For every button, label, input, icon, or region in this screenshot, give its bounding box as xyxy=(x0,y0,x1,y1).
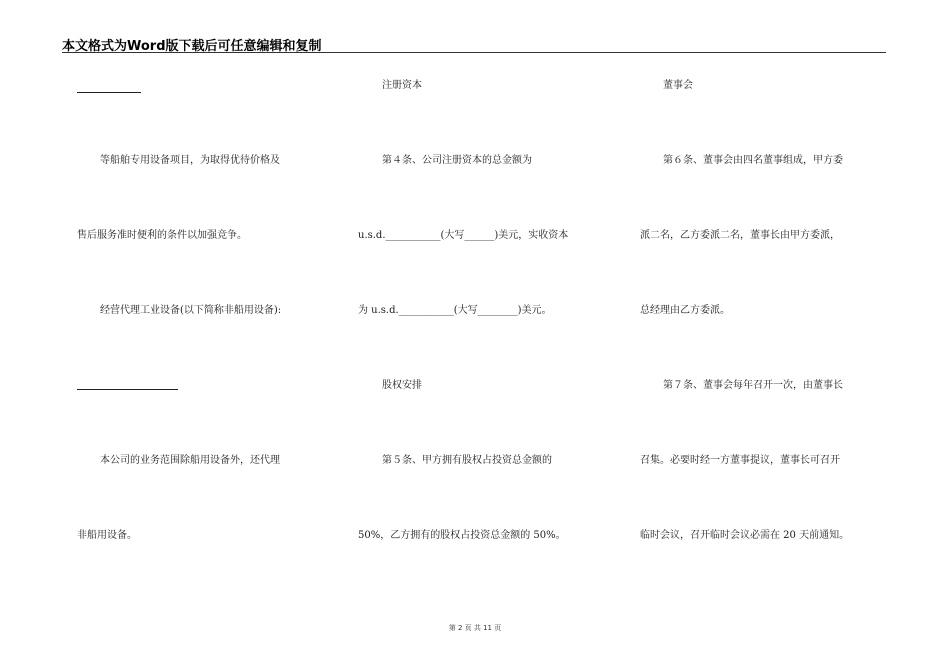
section-heading: 股权安排 xyxy=(382,380,422,391)
column-2-line: 为 u.s.d.___________(大写________)美元。 xyxy=(358,305,552,316)
blank-underline xyxy=(77,389,178,390)
column-2-line: 50%，乙方拥有的股权占投资总金额的 50%。 xyxy=(358,530,566,541)
column-1-line: 非船用设备。 xyxy=(77,530,137,541)
blank-underline xyxy=(77,92,141,93)
section-heading: 注册资本 xyxy=(382,80,422,91)
column-1-line: 售后服务准时便利的条件以加强竞争。 xyxy=(77,230,247,241)
column-3-line: 派二名，乙方委派二名，董事长由甲方委派， xyxy=(640,230,840,241)
page-number-footer: 第 2 页 共 11 页 xyxy=(448,624,502,632)
column-3-line: 召集。必要时经一方董事提议，董事长可召开 xyxy=(640,455,840,466)
column-3-line: 总经理由乙方委派。 xyxy=(640,305,730,316)
column-1-line: 等船舶专用设备项目，为取得优待价格及 xyxy=(100,155,280,166)
document-header-title: 本文格式为Word版下载后可任意编辑和复制 xyxy=(62,39,322,54)
column-1-line: 本公司的业务范围除船用设备外，还代理 xyxy=(100,455,280,466)
header-divider xyxy=(62,52,886,53)
section-heading: 董事会 xyxy=(663,80,693,91)
column-3-line: 第７条、董事会每年召开一次，由董事长 xyxy=(663,380,843,391)
column-3-line: 第６条、董事会由四名董事组成，甲方委 xyxy=(663,155,843,166)
column-3-line: 临时会议，召开临时会议必需在 20 天前通知。 xyxy=(640,530,850,541)
column-1-line: 经营代理工业设备(以下简称非船用设备): xyxy=(100,305,282,316)
column-2-line: 第５条、甲方拥有股权占投资总金额的 xyxy=(382,455,552,466)
column-2-line: u.s.d.___________(大写______)美元，实收资本 xyxy=(358,230,569,241)
column-2-line: 第４条、公司注册资本的总金额为 xyxy=(382,155,532,166)
